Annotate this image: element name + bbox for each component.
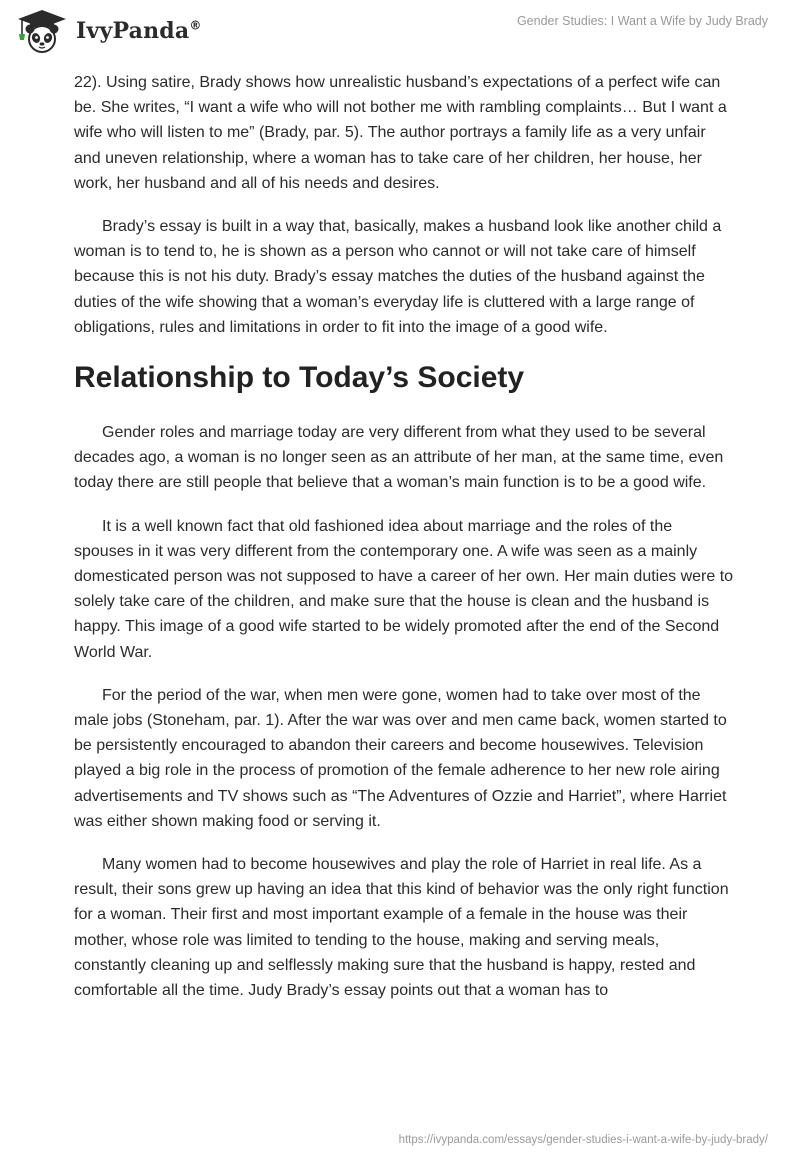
paragraph-2: Brady’s essay is built in a way that, basically, makes a husband look like another child a woman is to tend to, he is shown as a person who cannot or will not take care of himself because this is not his duty. Brady’s essay matches the duties of the husband against the duties of the wife showing that a woman’s everyday life is cluttered with a large range of obligations, rules and limitations in order to fit into the image of a good wife.	[74, 218, 722, 336]
panda-graduate-icon	[14, 8, 70, 54]
page-header	[0, 0, 800, 60]
ivypanda-logo[interactable]	[14, 8, 202, 54]
logo-wordmark: IvyPanda®	[76, 18, 202, 44]
paragraph-6: Many women had to become housewives and play the role of Harriet in real life. As a result, their sons grew up having an idea that this kind of behavior was the only right function for a woman. Their first and most important example of a female in the house was their mother, whose role was limited to tending to the house, making and serving meals, constantly cleaning up and selflessly making sure that the husband is happy, rested and comfortable all the time. Judy Brady’s essay points out that a woman has to	[74, 856, 729, 1000]
document-title: Gender Studies: I Want a Wife by Judy Brady	[516, 14, 768, 28]
paragraph-3: Gender roles and marriage today are very different from what they used to be several decades ago, a woman is no longer seen as an attribute of her man, at the same time, even today there are still people that believe that a woman’s main function is to be a good wife.	[74, 424, 724, 492]
essay-content	[74, 70, 734, 1021]
paragraph-1: 22). Using satire, Brady shows how unrealistic husband’s expectations of a perfect wife can be. She writes, “I want a wife who will not bother me with rambling complaints… But I want a wife who will listen to me” (Brady, par. 5). The author portrays a family life as a very unfair and uneven relationship, where a woman has to take care of her children, her house, her work, her husband and all of his needs and desires.	[74, 74, 727, 192]
paragraph-5: For the period of the war, when men were gone, women had to take over most of the male jobs (Stoneham, par. 1). After the war was over and men came back, women started to be persistently encouraged to abandon their careers and become housewives. Television played a big role in the process of promotion of the female adherence to her new role airing advertisements and TV shows such as “The Adventures of Ozzie and Harriet”, where Harriet was either shown making food or serving it.	[74, 686, 727, 830]
section-heading: Relationship to Today’s Society	[74, 361, 525, 395]
source-url[interactable]: https://ivypanda.com/essays/gender-studies-i-want-a-wife-by-judy-brady/	[398, 1134, 768, 1146]
paragraph-4: It is a well known fact that old fashioned idea about marriage and the roles of the spouses in it was very different from the contemporary one. A wife was seen as a mainly domesticated person was not supposed to have a career of her own. Her main duties were to solely take care of the children, and make sure that the house is clean and the husband is happy. This image of a good wife started to be widely promoted after the end of the Second World War.	[74, 517, 734, 661]
